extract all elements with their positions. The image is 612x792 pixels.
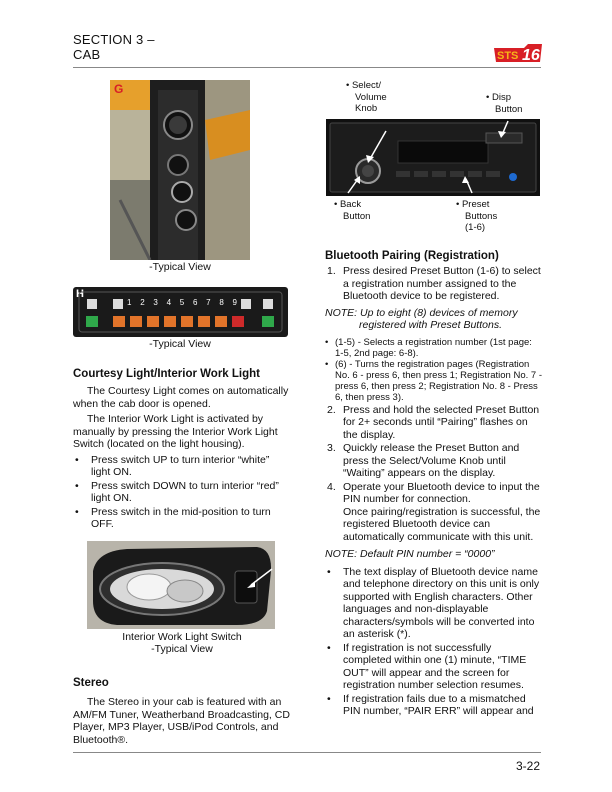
- section-title: [73, 32, 155, 62]
- list-item: • If registration is not successfully completed within one (1) minute, “TIME OUT” will appear and the screen for registration number selection resumes.: [327, 641, 527, 691]
- figure-h-label: H: [76, 288, 84, 300]
- callout-disp-button: • Disp Button: [486, 92, 523, 115]
- list-item: • If registration fails due to a mismatched PIN number, “PAIR ERR” will appear and: [327, 692, 534, 717]
- figure-h-switch-panel: [73, 287, 288, 337]
- list-item: 1. Press desired Preset Button (1-6) to select a registration number assigned to the Bluetooth device to be registered.: [327, 265, 541, 302]
- courtesy-paragraph-1: The Courtesy Light comes on automatically when the cab door is opened.: [73, 385, 289, 410]
- bluetooth-notes-bullet-list: [325, 566, 542, 718]
- logo-number: 16: [522, 47, 540, 64]
- switch-number: 4: [166, 298, 172, 307]
- note-memory: NOTE: Up to eight (8) devices of memory registered with Preset Buttons.: [325, 306, 518, 331]
- logo-text: STS: [497, 50, 519, 62]
- switch-number: 7: [206, 298, 211, 307]
- bluetooth-heading: Bluetooth Pairing (Registration): [325, 250, 499, 262]
- bluetooth-section: [325, 250, 542, 719]
- switch-number: 5: [179, 298, 185, 307]
- figure-g-caption: -Typical View: [149, 261, 211, 273]
- callout-preset-buttons: • Preset Buttons (1-6): [456, 199, 498, 233]
- stereo-section: [73, 677, 291, 746]
- stereo-heading: Stereo: [73, 677, 109, 689]
- stereo-paragraph: The Stereo in your cab is featured with an AM/FM Tuner, Weatherband Broadcasting, CD Player, MP3 Player, USB/iPod Controls, and Bluetooth®.: [73, 696, 290, 746]
- switch-number: 2: [140, 298, 145, 307]
- list-item: 3. Quickly release the Preset Button and press the Select/Volume Knob until “Waiting” appears on the display.: [327, 442, 520, 479]
- sts16-logo: [494, 42, 542, 62]
- list-item: 2. Press and hold the selected Preset Button for 2+ seconds until “Pairing” flashes on the display.: [327, 403, 540, 441]
- interior-light-caption-line2: -Typical View: [151, 643, 213, 655]
- registration-bullet-list: [325, 337, 542, 403]
- list-item: 4. Operate your Bluetooth device to input the PIN number for connection. Once pairing/registration is successful, the registered Bluetooth device can automatically communicate with this unit.: [327, 480, 541, 543]
- interior-light-photo: [87, 541, 275, 629]
- stereo-photo: [326, 119, 540, 196]
- courtesy-paragraph-2: The Interior Work Light is activated by manually by pressing the Interior Work Light Switch (located on the light housing).: [73, 413, 278, 450]
- switch-number: 8: [219, 298, 224, 307]
- list-item: • Press switch DOWN to turn interior “red” light ON.: [75, 479, 279, 504]
- note-default-pin: NOTE: Default PIN number = “0000”: [325, 548, 495, 560]
- list-item: • Press switch UP to turn interior “white” light ON.: [75, 453, 270, 478]
- courtesy-section: [73, 368, 291, 532]
- switch-number: 3: [153, 298, 158, 307]
- callout-back-button: • Back Button: [334, 199, 371, 222]
- switch-number: 1: [127, 298, 132, 307]
- interior-light-caption: [73, 631, 291, 655]
- switch-number: 6: [192, 298, 198, 307]
- switch-number-row: [127, 298, 237, 307]
- figure-g-label: G: [114, 82, 124, 96]
- page-number: 3-22: [515, 759, 540, 773]
- list-item: • (1-5) - Selects a registration number (1st page: 1-5, 2nd page: 6-8).: [325, 336, 532, 359]
- list-item: • (6) - Turns the registration pages (Registration No. 6 - press 6, then press 1; Registration No. 7 - press 6, then press 2; Registration No. 8 - Press 6, then press 3).: [325, 358, 542, 403]
- list-item: • The text display of Bluetooth device name and telephone directory on this unit is only supported with English characters. Other languages and non-displayable characters/symbols will be converted into an asterisk (*).: [327, 565, 540, 640]
- courtesy-heading: Courtesy Light/Interior Work Light: [73, 368, 260, 380]
- section-title-line2: CAB: [73, 47, 101, 62]
- courtesy-bullet-list: [73, 454, 291, 531]
- interior-light-caption-line1: Interior Work Light Switch: [122, 631, 242, 643]
- callout-select-volume-knob: • Select/ Volume Knob: [346, 80, 387, 114]
- section-title-line1: SECTION 3 –: [73, 32, 155, 47]
- list-item: • Press switch in the mid-position to turn OFF.: [75, 505, 271, 530]
- header-rule: [73, 67, 541, 68]
- bluetooth-steps-list-2: [325, 404, 542, 544]
- bluetooth-steps-list-1: [325, 265, 542, 303]
- figure-g-photo: [110, 80, 250, 260]
- figure-h-caption: -Typical View: [149, 338, 211, 350]
- footer-rule: [73, 752, 541, 753]
- switch-number: 9: [232, 298, 237, 307]
